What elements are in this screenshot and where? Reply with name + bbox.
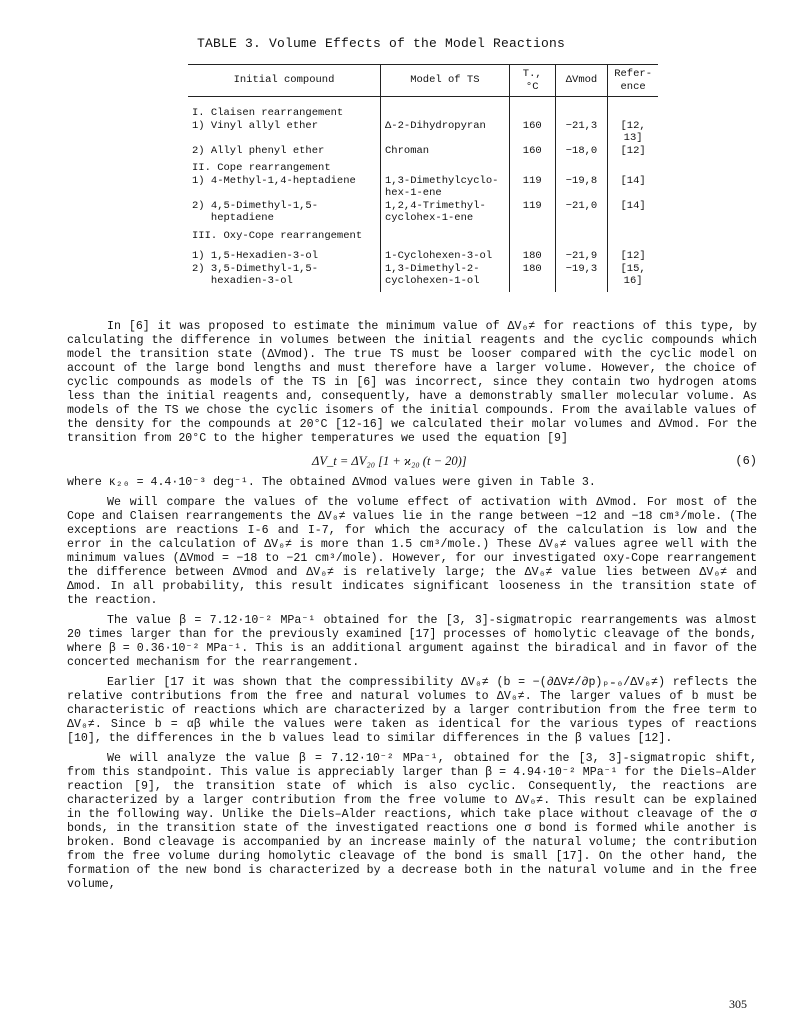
table-row xyxy=(188,263,658,292)
cell-dvmod: −19,8 xyxy=(555,175,607,200)
cell-temperature: 119 xyxy=(509,175,555,200)
cell-reference: [12] xyxy=(620,144,646,157)
table-row xyxy=(188,242,658,263)
header-reference: Refer- ence xyxy=(608,65,658,97)
cell-reference: [12, 13] xyxy=(620,119,646,144)
page-number: 305 xyxy=(729,997,747,1011)
cell-temperature: 180 xyxy=(509,263,555,292)
cell-compound: 2) Allyl phenyl ether xyxy=(188,145,381,158)
cell-compound: 1) Vinyl allyl ether xyxy=(188,120,381,145)
cell-temperature: 119 xyxy=(509,200,555,225)
header-dvmod: ΔVmod xyxy=(555,65,607,97)
cell-reference: [15, 16] xyxy=(620,262,646,287)
section-row xyxy=(188,97,658,120)
cell-model: 1,3-Dimethylcyclo- hex-1-ene xyxy=(381,175,510,200)
body-text xyxy=(67,320,757,898)
table-row xyxy=(188,120,658,145)
cell-reference: [14] xyxy=(620,174,646,187)
header-model-ts: Model of TS xyxy=(381,65,510,97)
equation-block xyxy=(67,454,757,468)
paragraph: The value β = 7.12·10⁻² MPa⁻¹ obtained for the [3, 3]-sigmatropic rearrangements was almost 20 times larger than for the previously examined [17] processes of homolytic cleavage of the bonds, where β = 0.36·10⁻² MPa⁻¹. This is an additional argument against the biradical and in favor of the concerted mechanism for the rearrangement. xyxy=(67,614,757,669)
cell-temperature: 160 xyxy=(509,145,555,158)
cell-reference: [14] xyxy=(620,199,646,212)
section-name: III. Oxy-Cope rearrangement xyxy=(188,225,381,243)
cell-dvmod: −18,0 xyxy=(555,145,607,158)
paragraph: In [6] it was proposed to estimate the minimum value of ΔV₀≠ for reactions of this type, by calculating the difference in volumes between the initial reagents and the cyclic compounds which model the transition state (ΔVmod). The true TS must be looser compared with the cyclic model on account of the large bond lengths and must therefore have a larger volume. However, the choice of cyclic compounds as models of the TS in [6] was incorrect, since they contain two hydrogen atoms less than the initial reagents and, consequently, have a demonstrably smaller molecular volume. As models of the TS we chose the cyclic isomers of the initial compounds. From the available values of the density for the compounds at 20°C [12-16] we calculated their molar volumes and ΔVmod. For the transition from 20°C to the higher temperatures we used the equation [9] xyxy=(67,320,757,445)
paragraph: We will analyze the value β = 7.12·10⁻² MPa⁻¹, obtained for the [3, 3]-sigmatropic shift, from this standpoint. This value is appreciably larger than β = 4.94·10⁻² MPa⁻¹ for the Diels–Alder reaction [9], the transition state of which is also cyclic. Consequently, the reactions are characterized by a larger contribution from the free volume to ΔV₀≠. This result can be explained in the following way. Unlike the Diels–Alder reactions, which take place without cleavage of the σ bonds, in the transition state of the investigated reactions one σ bond is formed while another is broken. Bond cleavage is accompanied by an increase mainly of the natural volume; the contribution from the free volume during homolytic cleavage of the bond is small [17]. On the other hand, the formation of the new bond is characterized by a decrease both in the natural volume and in the free volume, xyxy=(67,752,757,891)
equation: ΔV_t = ΔV₂₀ [1 + ϰ₂₀ (t − 20)] xyxy=(312,454,467,468)
cell-temperature: 180 xyxy=(509,242,555,263)
cell-dvmod: −21,9 xyxy=(555,242,607,263)
section-row xyxy=(188,225,658,243)
cell-dvmod: −19,3 xyxy=(555,263,607,292)
paragraph: where κ₂₀ = 4.4·10⁻³ deg⁻¹. The obtained ΔVmod values were given in Table 3. xyxy=(67,476,596,489)
paragraph: Earlier [17 it was shown that the compressibility ΔV₀≠ (b = −(∂ΔV≠/∂p)ₚ₌₀/ΔV₀≠) reflects the relative contributions from the free and natural volumes to ΔV₀≠. The larger values of b must be characteristic of reactions which are characterized by a larger contribution from the free term to ΔV₀≠. Since b = αβ while the values were taken as identical for the various types of reactions [10], the differences in the b values lead to similar differences in the β values [12]. xyxy=(67,676,757,745)
paragraph: We will compare the values of the volume effect of activation with ΔVmod. For most of the Cope and Claisen rearrangements the ΔV₀≠ values lie in the range between −12 and −18 cm³/mole. (The exceptions are reactions I-6 and I-7, for which the accuracy of the calculation is low and the error in the calculation of ΔV₀≠ is more than 1.5 cm³/mole.) These ΔV₀≠ values agree well with the minimum values (ΔVmod = −18 to −21 cm³/mole). However, for our investigated oxy-Cope rearrangement the difference between ΔVmod and ΔV₀≠ is relatively large; the ΔV₀≠ value lies between ΔV₀≠ and Δmod. In all probability, this result indicates significant looseness in the transition state of the reaction. xyxy=(67,496,757,607)
cell-model: 1,2,4-Trimethyl- cyclohex-1-ene xyxy=(381,200,510,225)
cell-compound: 2) 3,5-Dimethyl-1,5- hexadien-3-ol xyxy=(188,263,381,292)
table-3 xyxy=(188,64,658,292)
cell-model: 1,3-Dimethyl-2- cyclohexen-1-ol xyxy=(381,263,510,292)
section-name: I. Claisen rearrangement xyxy=(188,97,381,120)
section-name: II. Cope rearrangement xyxy=(188,157,381,175)
cell-compound: 2) 4,5-Dimethyl-1,5- heptadiene xyxy=(188,200,381,225)
header-initial-compound: Initial compound xyxy=(188,65,381,97)
table-header-row xyxy=(188,65,658,97)
cell-compound: 1) 1,5-Hexadien-3-ol xyxy=(188,242,381,263)
equation-number: (6) xyxy=(735,454,757,468)
cell-reference: [12] xyxy=(620,250,646,262)
cell-temperature: 160 xyxy=(509,120,555,145)
cell-model: Chroman xyxy=(381,145,510,158)
cell-dvmod: −21,0 xyxy=(555,200,607,225)
table-row xyxy=(188,200,658,225)
cell-model: 1-Cyclohexen-3-ol xyxy=(381,242,510,263)
table-caption: TABLE 3. Volume Effects of the Model Reactions xyxy=(197,36,566,51)
section-row xyxy=(188,157,658,175)
cell-compound: 1) 4-Methyl-1,4-heptadiene xyxy=(188,175,381,200)
table-row xyxy=(188,175,658,200)
cell-model: Δ-2-Dihydropyran xyxy=(381,120,510,145)
table-row xyxy=(188,145,658,158)
header-temperature: T., °C xyxy=(509,65,555,97)
cell-dvmod: −21,3 xyxy=(555,120,607,145)
